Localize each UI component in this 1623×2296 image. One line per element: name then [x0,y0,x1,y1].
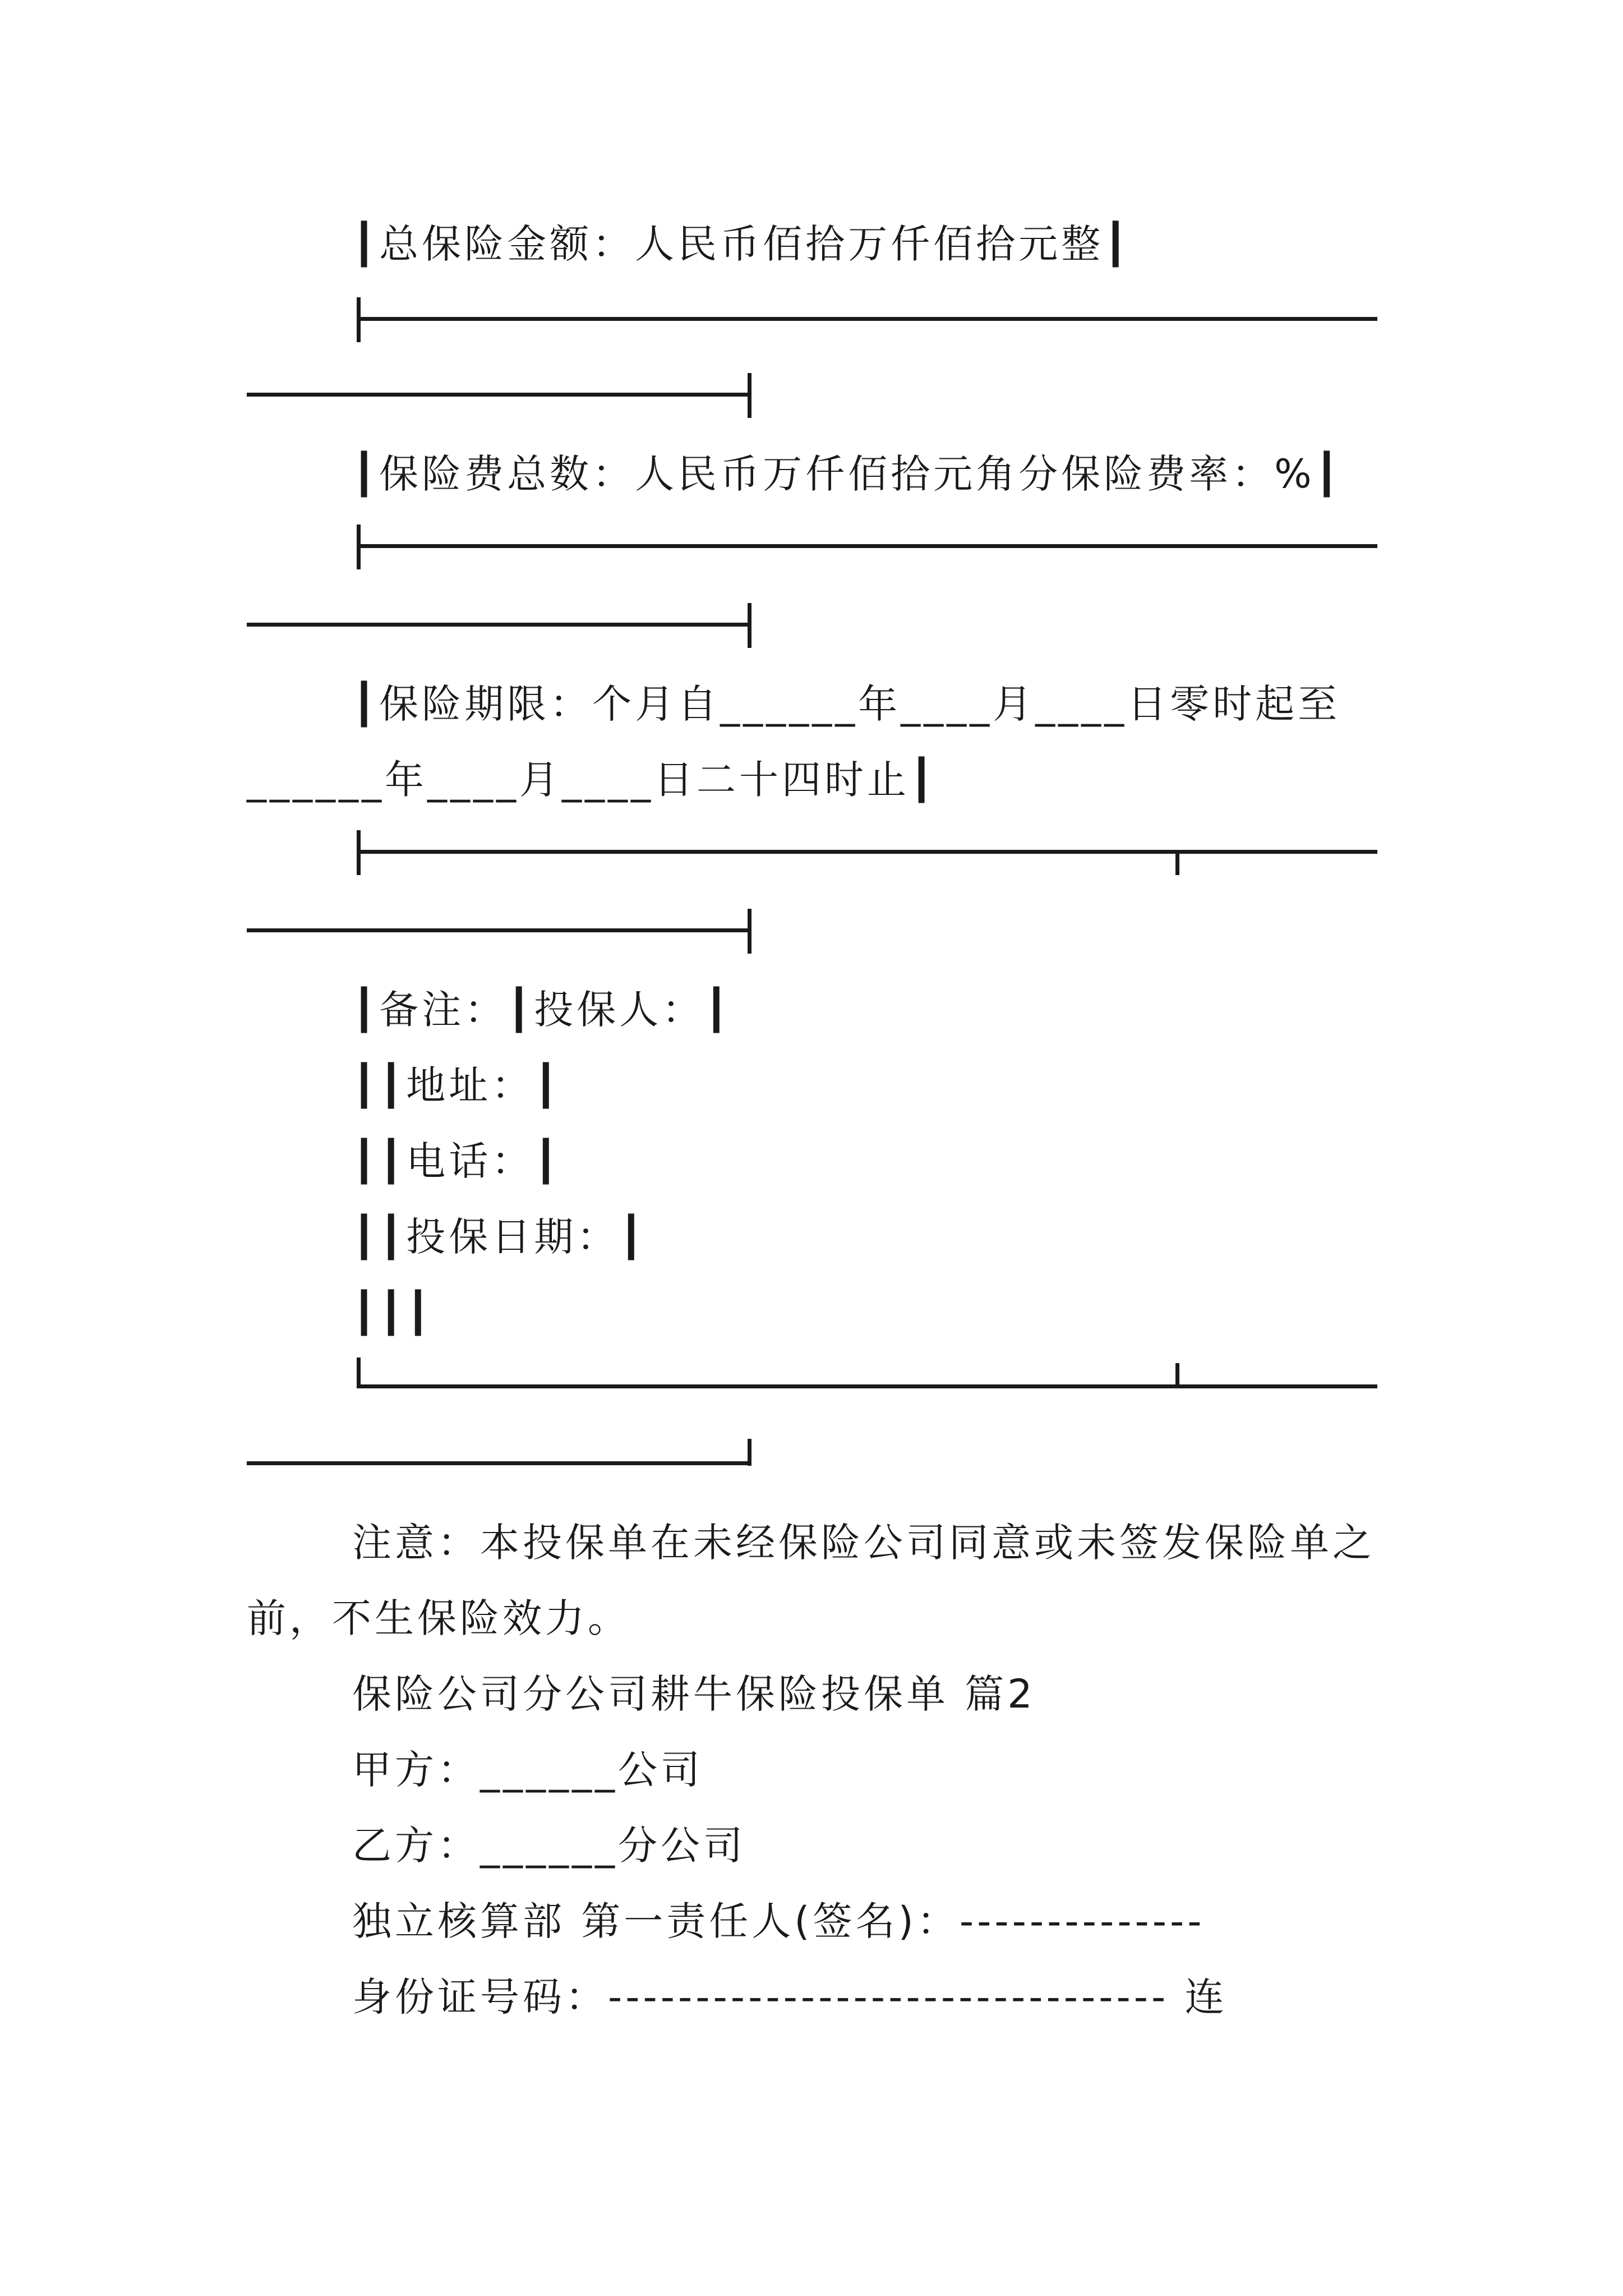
separator-rule [247,393,751,397]
separator-right-tick [748,373,751,418]
separator-rule [247,928,751,932]
separator-rule [247,623,751,627]
empty-row-line: ┃┃┃ [352,1290,434,1336]
address-line: ┃┃地址：┃ [352,1062,561,1108]
notice-line: 注意：本投保单在未经保险公司同意或未签发保险单之 [352,1520,1375,1566]
bottom-border-junction [1175,1363,1179,1388]
insurance-period-line-cont: ______年____月____日二十四时止┃ [247,757,937,803]
party-b-line: 乙方：______分公司 [352,1823,746,1869]
section-heading: 保险公司分公司耕牛保险投保单 篇2 [352,1671,1036,1717]
notice-line-cont: 前，不生保险效力。 [247,1595,630,1641]
id-number-line: 身份证号码：-------------------------------- 连 [352,1974,1228,2020]
bottom-border-rule [247,1461,751,1465]
phone-line: ┃┃电话：┃ [352,1138,561,1184]
separator-rule [357,850,1377,854]
separator-rule [357,544,1377,548]
bottom-border-left-corner [357,1358,361,1388]
separator-right-tick [748,909,751,954]
apply-date-line: ┃┃投保日期：┃ [352,1214,647,1260]
party-a-line: 甲方：______公司 [352,1747,703,1793]
separator-rule [357,317,1377,321]
bottom-border-right-corner [748,1439,751,1466]
premium-total-line: ┃保险费总数：人民币万仟佰拾元角分保险费率：%┃ [352,451,1342,497]
total-insurance-amount-line: ┃总保险金额：人民币佰拾万仟佰拾元整┃ [352,221,1131,267]
responsible-person-line: 独立核算部 第一责任人(签名)：-------------- [352,1898,1205,1944]
remarks-applicant-line: ┃备注：┃投保人：┃ [352,987,732,1033]
separator-junction [1175,850,1179,875]
insurance-period-line: ┃保险期限：个月自______年____月____日零时起至 [352,681,1341,727]
separator-right-tick [748,603,751,648]
bottom-border-rule [357,1384,1377,1388]
